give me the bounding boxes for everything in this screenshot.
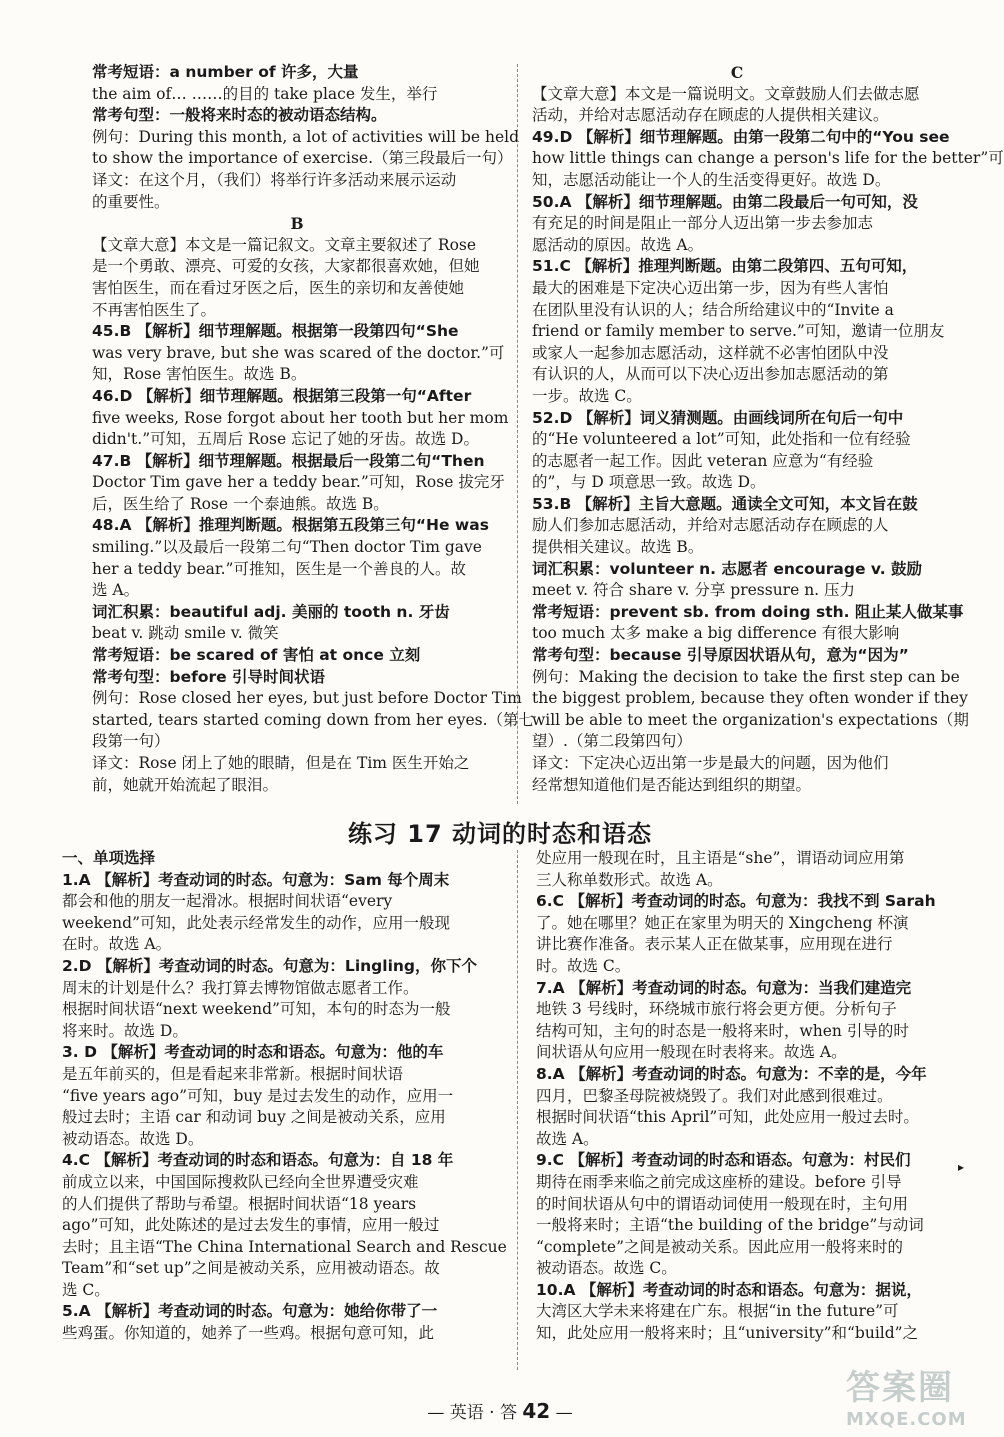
watermark-logo: [846, 1360, 986, 1430]
text-line: “complete”之间是被动关系。因此应用一般将来时的: [536, 1237, 904, 1256]
text-line: 常考短语：be scared of 害怕 at once 立刻: [92, 646, 421, 665]
text-line: 译文：Rose 闭上了她的眼睛，但是在 Tim 医生开始之: [92, 754, 470, 772]
text-line: 译文：下定决心迈出第一步是最大的问题，因为他们: [532, 754, 889, 772]
text-line: 的”，与 D 项意思一致。故选 D。: [532, 473, 766, 492]
text-line: 词汇积累：beautiful adj. 美丽的 tooth n. 牙齿: [92, 602, 450, 621]
text-line: 故选 A。: [536, 1129, 599, 1148]
text-line: 50.A 【解析】细节理解题。由第二段最后一句可知，没: [532, 192, 918, 211]
text-line: 8.A 【解析】考查动词的时态。句意为：不幸的是，今年: [536, 1064, 927, 1083]
text-line: 46.D 【解析】细节理解题。根据第三段第一句“After: [92, 386, 472, 405]
text-line: 大湾区大学未来将建在广东。根据“in the future”可: [536, 1302, 899, 1321]
text-line: Team”和“set up”之间是被动关系，应用被动语态。故: [62, 1259, 440, 1278]
text-line: 活动，并给对志愿活动存在顾虑的人提供相关建议。: [532, 106, 889, 125]
text-line: 害怕医生，而在看过牙医之后，医生的亲切和友善使她: [92, 278, 465, 297]
right-bottom-column: [536, 848, 946, 1345]
text-line: 都会和他的朋友一起滑冰。根据时间状语“every: [62, 892, 393, 911]
text-line: 词汇积累：volunteer n. 志愿者 encourage v. 鼓励: [532, 559, 922, 578]
text-line: C: [730, 63, 744, 82]
text-line: 的“He volunteered a lot”可知，此处指和一位有经验: [532, 430, 911, 449]
text-line: 或家人一起参加志愿活动，这样就不必害怕团队中没: [532, 343, 889, 362]
text-line: 般过去时；主语 car 和动词 buy 之间是被动关系，应用: [62, 1108, 446, 1127]
text-line: 间状语从句应用一般现在时表将来。故选 A。: [536, 1043, 847, 1062]
text-line: how little things can change a person's life for the better”可: [532, 149, 1004, 168]
left-bottom-column: [62, 848, 507, 1345]
text-line: 将来时。故选 D。: [62, 1021, 188, 1040]
column-divider: [517, 64, 518, 804]
text-line: 例句：Rose closed her eyes, but just before Doctor Tim: [92, 689, 522, 708]
text-line: 在团队里没有认识的人；结合所给建议中的“Invite a: [532, 300, 894, 319]
text-line: 时。故选 C。: [536, 956, 631, 975]
text-line: 讲比赛作准备。表示某人正在做某事，应用现在进行: [536, 935, 893, 954]
text-line: 译文：在这个月，（我们）将举行许多活动来展示运动: [92, 170, 457, 189]
text-line: 47.B 【解析】细节理解题。根据最后一段第二句“Then: [92, 451, 485, 470]
text-line: weekend”可知，此处表示经常发生的动作，应用一般现: [62, 913, 451, 932]
watermark-text: 答案圈: [846, 1368, 954, 1408]
text-line: 根据时间状语“this April”可知，此处应用一般过去时。: [536, 1108, 919, 1127]
text-line: 励人们参加志愿活动，并给对志愿活动存在顾虑的人: [532, 516, 889, 535]
text-line: 经常想知道他们是否能达到组织的期望。: [532, 775, 812, 794]
text-line: 些鸡蛋。你知道的，她养了一些鸡。根据句意可知，此: [62, 1324, 435, 1343]
text-line: 有认识的人，从而可以下决心迈出参加志愿活动的第: [532, 365, 889, 384]
text-line: 三人称单数形式。故选 A。: [536, 870, 723, 889]
text-line: 7.A 【解析】考查动词的时态。句意为：当我们建造完: [536, 978, 912, 997]
text-line: will be able to meet the organization's expectations（期: [532, 710, 969, 729]
text-line: 根据时间状语“next weekend”可知，本句的时态为一般: [62, 1000, 451, 1019]
text-line: 后，医生给了 Rose 一个泰迪熊。故选 B。: [92, 494, 389, 513]
text-line: 前，她就开始流起了眼泪。: [92, 775, 279, 794]
right-top-column: [532, 62, 1004, 796]
text-line: the aim of… ……的目的 take place 发生，举行: [92, 84, 438, 103]
text-line: 提供相关建议。故选 B。: [532, 538, 704, 557]
text-line: 了。她在哪里？她正在家里为明天的 Xingcheng 杯演: [536, 913, 909, 932]
text-line: 有充足的时间是阻止一部分人迈出第一步去参加志: [532, 214, 874, 233]
text-line: 的时间状语从句中的谓语动词使用一般现在时，主句用: [536, 1194, 909, 1213]
text-line: 四月，巴黎圣母院被烧毁了。我们对此感到很难过。: [536, 1086, 893, 1105]
text-line: 段第一句）: [92, 732, 170, 751]
text-line: was very brave, but she was scared of the doctor.”可: [92, 343, 505, 362]
text-line: 常考短语：prevent sb. from doing sth. 阻止某人做某事: [532, 602, 964, 621]
text-line: 9.C 【解析】考查动词的时态和语态。句意为：村民们: [536, 1151, 911, 1170]
text-line: meet v. 符合 share v. 分享 pressure n. 压力: [532, 581, 856, 600]
text-line: started, tears started coming down from her eyes.（第七: [92, 710, 535, 729]
text-line: 知，此处应用一般将来时；且“university”和“build”之: [536, 1324, 919, 1343]
text-line: 的人们提供了帮助与希望。根据时间状语“18 years: [62, 1194, 417, 1213]
footer-label: — 英语 · 答: [427, 1403, 517, 1423]
text-line: 3. D 【解析】考查动词的时态和语态。句意为：他的车: [62, 1043, 444, 1062]
text-line: beat v. 跳动 smile v. 微笑: [92, 624, 279, 643]
text-line: 一步。故选 C。: [532, 386, 642, 405]
text-line: “five years ago”可知，buy 是过去发生的动作，应用一: [62, 1086, 454, 1105]
text-line: 常考句型：一般将来时态的被动语态结构。: [92, 106, 387, 125]
text-line: 2.D 【解析】考查动词的时态。句意为：Lingling，你下个: [62, 956, 478, 975]
text-line: 的重要性。: [92, 192, 170, 211]
text-line: 例句：Making the decision to take the first step can be: [532, 667, 960, 686]
text-line: 愿活动的原因。故选 A。: [532, 235, 704, 254]
section-heading: 练习 17 动词的时态和语态: [347, 820, 653, 848]
text-line: ago”可知，此处陈述的是过去发生的事情，应用一般过: [62, 1216, 440, 1235]
text-line: 被动语态。故选 C。: [536, 1259, 677, 1278]
text-line: to show the importance of exercise.（第三段最后一句）: [92, 149, 513, 168]
left-top-column: [92, 62, 535, 796]
text-line: 被动语态。故选 D。: [62, 1129, 204, 1148]
text-line: didn't.”可知，五周后 Rose 忘记了她的牙齿。故选 D。: [92, 430, 479, 449]
column-divider-bottom: [517, 850, 518, 1370]
text-line: 例句：During this month, a lot of activities will be held: [92, 127, 520, 146]
text-line: 一、单项选择: [62, 849, 156, 867]
footer-dash: —: [555, 1403, 573, 1423]
text-line: too much 太多 make a big difference 有很大影响: [532, 624, 900, 643]
text-line: 常考句型：because 引导原因状语从句，意为“因为”: [532, 646, 909, 665]
text-line: 5.A 【解析】考查动词的时态。句意为：她给你带了一: [62, 1302, 438, 1321]
text-line: the biggest problem, because they often wonder if they: [532, 689, 968, 708]
text-line: 一般将来时；主语“the building of the bridge”与动词: [536, 1216, 924, 1235]
text-line: 【文章大意】本文是一篇说明文。文章鼓励人们去做志愿: [532, 84, 920, 103]
text-line: 结构可知，主句的时态是一般将来时，when 引导的时: [536, 1021, 909, 1040]
text-line: 53.B 【解析】主旨大意题。通读全文可知，本文旨在鼓: [532, 494, 918, 513]
text-line: 知，Rose 害怕医生。故选 B。: [92, 365, 307, 384]
page-number: 42: [522, 1399, 551, 1423]
text-line: 是五年前买的，但是看起来非常新。根据时间状语: [62, 1064, 404, 1083]
text-line: 地铁 3 号线时，环绕城市旅行将会更方便。分析句子: [536, 1000, 897, 1019]
text-line: 不再害怕医生了。: [92, 300, 217, 319]
text-line: 45.B 【解析】细节理解题。根据第一段第四句“She: [92, 322, 459, 341]
text-line: 最大的困难是下定决心迈出第一步，因为有些人害怕: [532, 278, 889, 297]
text-line: 常考短语：a number of 许多，大量: [92, 63, 359, 81]
text-line: 10.A 【解析】考查动词的时态和语态。句意为：据说，: [536, 1280, 922, 1299]
text-line: 的志愿者一起工作。因此 veteran 应意为“有经验: [532, 451, 874, 470]
text-line: her a teddy bear.”可推知，医生是一个善良的人。故: [92, 559, 466, 578]
text-line: friend or family member to serve.”可知，邀请一位朋友: [532, 322, 945, 341]
text-line: 1.A 【解析】考查动词的时态。句意为：Sam 每个周末: [62, 870, 450, 889]
text-line: 望）.（第二段第四句）: [532, 732, 692, 751]
text-line: 4.C 【解析】考查动词的时态和语态。句意为：自 18 年: [62, 1151, 454, 1170]
text-line: 选 A。: [92, 581, 140, 600]
text-line: 49.D 【解析】细节理解题。由第一段第二句中的“You see: [532, 127, 950, 146]
text-line: 在时。故选 A。: [62, 935, 172, 954]
text-line: Doctor Tim gave her a teddy bear.”可知，Rose 拔完牙: [92, 473, 505, 492]
text-line: 6.C 【解析】考查动词的时态。句意为：我找不到 Sarah: [536, 892, 936, 911]
text-line: 51.C 【解析】推理判断题。由第二段第四、五句可知，: [532, 257, 918, 276]
text-line: 处应用一般现在时，且主语是“she”，谓语动词应用第: [536, 849, 905, 867]
text-line: 选 C。: [62, 1280, 110, 1299]
text-line: 周末的计划是什么？我打算去博物馆做志愿者工作。: [62, 978, 419, 997]
text-line: 【文章大意】本文是一篇记叙文。文章主要叙述了 Rose: [92, 235, 477, 254]
text-line: 去时；且主语“The China International Search and Rescue: [62, 1237, 507, 1256]
text-line: 知，志愿活动能让一个人的生活变得更好。故选 D。: [532, 170, 891, 189]
text-line: 48.A 【解析】推理判断题。根据第五段第三句“He was: [92, 516, 489, 535]
text-line: smiling.”以及最后一段第二句“Then doctor Tim gave: [92, 538, 482, 557]
watermark-url: MXQE.COM: [846, 1409, 967, 1430]
text-line: five weeks, Rose forgot about her tooth but her mom: [92, 408, 509, 427]
text-line: B: [290, 214, 304, 234]
text-line: 前成立以来，中国国际搜救队已经向全世界遭受灾难: [62, 1172, 419, 1191]
continue-arrow-icon: ▸: [958, 1160, 965, 1174]
text-line: 52.D 【解析】词义猜测题。由画线词所在句后一句中: [532, 408, 904, 427]
text-line: 期待在雨季来临之前完成这座桥的建设。before 引导: [536, 1172, 902, 1191]
text-line: 常考句型：before 引导时间状语: [92, 667, 326, 686]
text-line: 是一个勇敢、漂亮、可爱的女孩，大家都很喜欢她，但她: [92, 257, 480, 276]
